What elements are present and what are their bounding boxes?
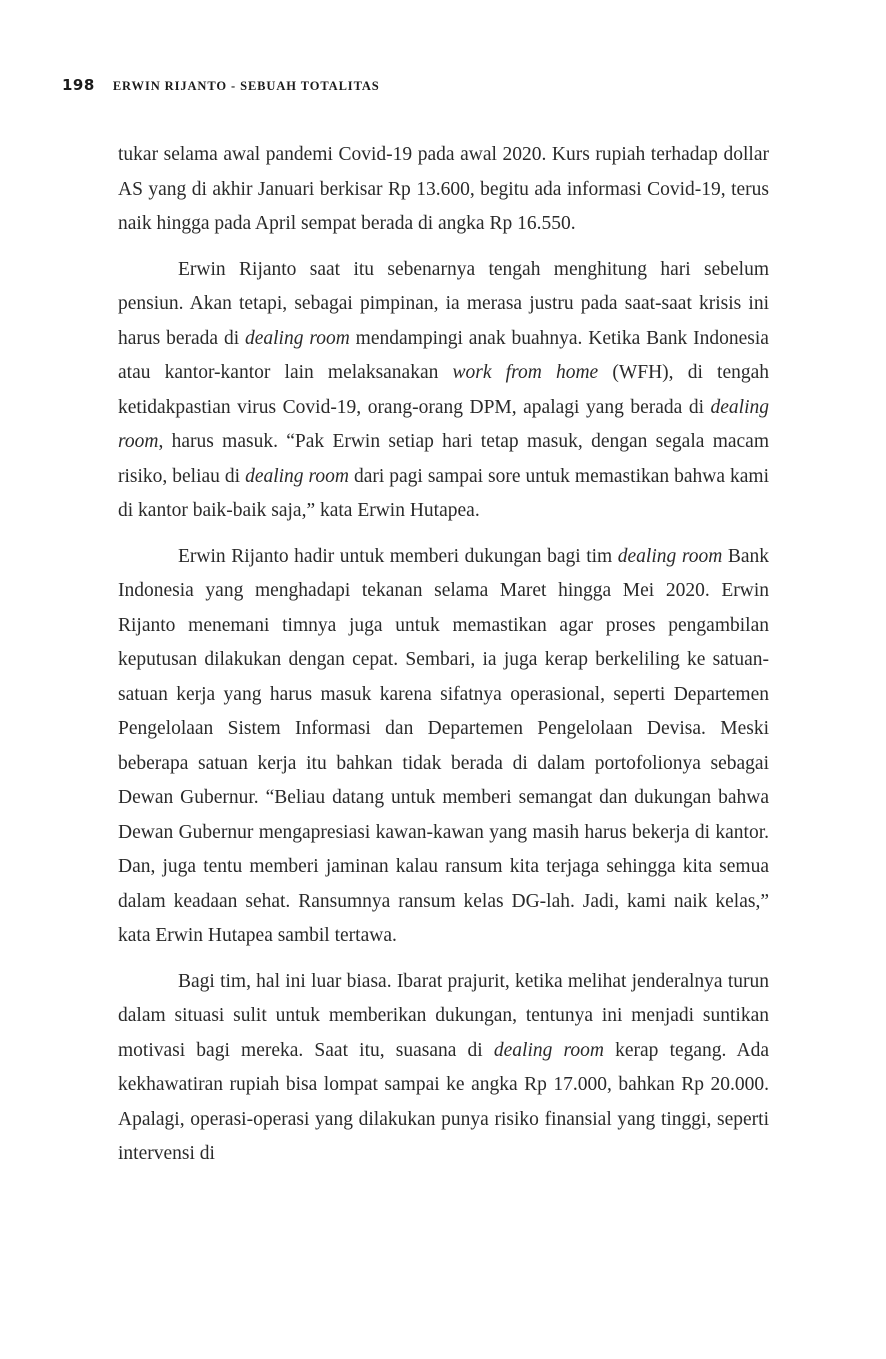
italic-term: dealing room xyxy=(244,327,350,349)
paragraph-text: tukar selama awal pandemi Covid-19 pada awal 2020. Kurs rupiah terhadap dollar AS yang di akhir Januari berkisar Rp 13.600, begitu ada informasi Covid-19, terus naik hingga pada April sempat berada di angka Rp 16.550. xyxy=(118,144,769,234)
italic-term: dealing room xyxy=(493,1039,604,1061)
paragraph-4 xyxy=(118,965,769,1172)
paragraph-text: Bank Indonesia yang menghadapi tekanan selama Maret hingga Mei 2020. Erwin Rijanto menemani timnya juga untuk memastikan agar proses pengambilan keputusan dilakukan dengan cepat. Sembari, ia juga kerap berkeliling ke satuan-satuan kerja yang harus masuk karena sifatnya operasional, seperti Departemen Pengelolaan Sistem Informasi dan Departemen Pengelolaan Devisa. Meski beberapa satuan kerja itu bahkan tidak berada di dalam portofolionya sebagai Dewan Gubernur. “Beliau datang untuk memberi semangat dan dukungan bahwa Dewan Gubernur mengapresiasi kawan-kawan yang masih harus bekerja di kantor. Dan, juga tentu memberi jaminan kalau ransum kita terjaga sehingga kita semua dalam keadaan sehat. Ransumnya ransum kelas DG-lah. Jadi, kami naik kelas,” kata Erwin Hutapea sambil tertawa. xyxy=(118,545,769,946)
paragraph-text: (WFH), di tengah ketidakpastian virus Covid-19, orang-orang DPM, apalagi yang berada di xyxy=(118,362,770,418)
paragraph-text: Bagi tim, hal ini luar biasa. Ibarat prajurit, ketika melihat jenderalnya turun dalam situasi sulit untuk memberikan dukungan, tentunya ini menjadi suntikan motivasi bagi mereka. Saat itu, suasana di xyxy=(118,970,769,1061)
paragraph-text: Erwin Rijanto hadir untuk memberi dukungan bagi tim xyxy=(178,545,618,567)
paragraph-text: , harus masuk. “Pak Erwin setiap hari tetap masuk, dengan segala macam risiko, beliau di xyxy=(118,431,769,487)
paragraph-text: dari pagi sampai sore untuk memastikan bahwa kami di kantor baik-baik saja,” kata Erwin Hutapea. xyxy=(118,465,769,521)
italic-term: dealing room xyxy=(118,396,769,452)
paragraph-text: mendampingi anak buahnya. Ketika Bank Indonesia atau kantor-kantor lain melaksanakan xyxy=(118,327,769,383)
paragraph-text: Erwin Rijanto saat itu sebenarnya tengah menghitung hari sebelum pensiun. Akan tetapi, sebagai pimpinan, ia merasa justru pada saat-saat krisis ini harus berada di xyxy=(118,258,769,349)
running-head xyxy=(62,76,380,100)
italic-term: dealing room xyxy=(245,465,349,487)
body-text xyxy=(118,138,769,1172)
paragraph-text: kerap tegang. Ada kekhawatiran rupiah bisa lompat sampai ke angka Rp 17.000, bahkan Rp 20.000. Apalagi, operasi-operasi yang dilakukan punya risiko finansial yang tinggi, seperti intervensi di xyxy=(118,1039,769,1164)
paragraph-1 xyxy=(118,138,769,242)
paragraph-2 xyxy=(118,253,769,529)
running-title: ERWIN RIJANTO - SEBUAH TOTALITAS xyxy=(112,79,380,93)
page-number: 198 xyxy=(62,76,95,94)
italic-term: work from home xyxy=(452,362,599,383)
italic-term: dealing room xyxy=(617,545,723,567)
paragraph-3 xyxy=(118,540,769,954)
